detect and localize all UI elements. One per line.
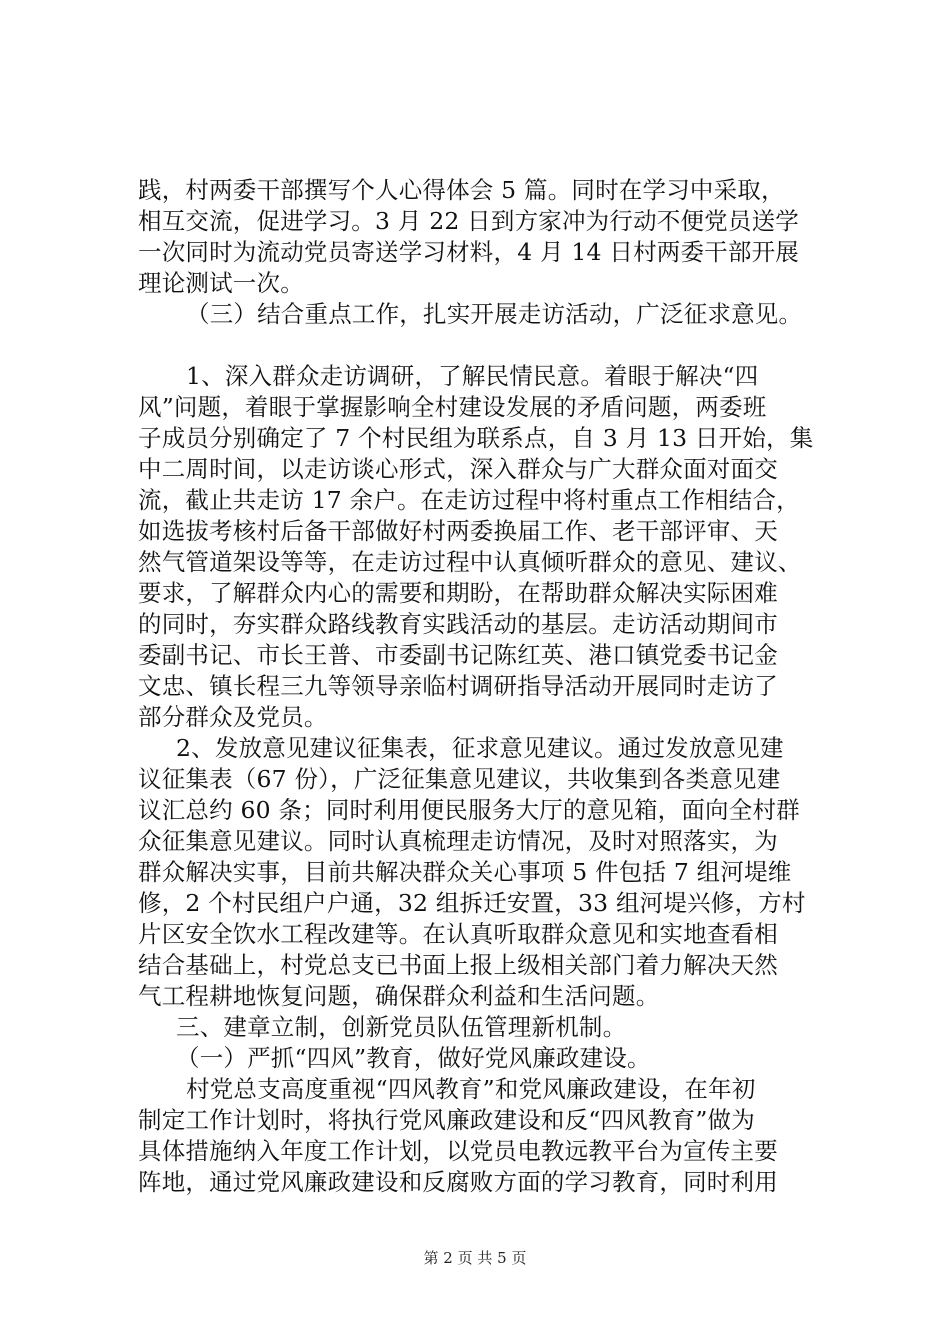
text-line: 委副书记、市长王普、市委副书记陈红英、港口镇党委书记金 bbox=[138, 641, 778, 669]
text-line: 部分群众及党员。 bbox=[138, 703, 328, 731]
text-line: 气工程耕地恢复问题，确保群众利益和生活问题。 bbox=[138, 982, 660, 1010]
text-line: 制定工作计划时，将执行党风廉政建设和反“四风教育”做为 bbox=[138, 1106, 755, 1134]
text-line: 修，2 个村民组户户通，32 组拆迁安置，33 组河堤兴修，方村 bbox=[138, 889, 806, 917]
text-line: 相互交流，促进学习。3 月 22 日到方家冲为行动不便党员送学 bbox=[138, 207, 799, 235]
text-line: 众征集意见建议。同时认真梳理走访情况，及时对照落实，为 bbox=[138, 827, 778, 855]
paragraph-start: 2、发放意见建议征集表，征求意见建议。通过发放意见建 bbox=[176, 734, 784, 762]
text-line: 理论测试一次。 bbox=[138, 269, 304, 297]
page-number-footer: 第 2 页 共 5 页 bbox=[423, 1249, 527, 1267]
text-line: 的同时，夯实群众路线教育实践活动的基层。走访活动期间市 bbox=[138, 610, 778, 638]
paragraph-start: 1、深入群众走访调研，了解民情民意。着眼于解决“四 bbox=[186, 362, 759, 390]
text-line: 文忠、镇长程三九等领导亲临村调研指导活动开展同时走访了 bbox=[138, 672, 778, 700]
text-line: 践，村两委干部撰写个人心得体会 5 篇。同时在学习中采取， bbox=[138, 176, 785, 204]
text-line: 议征集表（67 份），广泛征集意见建议，共收集到各类意见建 bbox=[138, 765, 781, 793]
text-line: 群众解决实事，目前共解决群众关心事项 5 件包括 7 组河堤维 bbox=[138, 858, 792, 886]
subsection-heading: （一）严抓“四风”教育，做好党风廉政建设。 bbox=[176, 1044, 651, 1072]
text-line: 要求，了解群众内心的需要和期盼，在帮助群众解决实际困难 bbox=[138, 579, 778, 607]
text-line: 阵地，通过党风廉政建设和反腐败方面的学习教育，同时利用 bbox=[138, 1168, 778, 1196]
text-line: 然气管道架设等等，在走访过程中认真倾听群众的意见、建议、 bbox=[138, 548, 802, 576]
text-line: 风”问题，着眼于掌握影响全村建设发展的矛盾问题，两委班 bbox=[138, 393, 767, 421]
text-line: 结合基础上，村党总支已书面上报上级相关部门着力解决天然 bbox=[138, 951, 778, 979]
section-heading: （三）结合重点工作，扎实开展走访活动，广泛征求意见。 bbox=[186, 300, 803, 328]
text-line: 子成员分别确定了 7 个村民组为联系点，自 3 月 13 日开始，集 bbox=[138, 424, 814, 452]
section-heading: 三、建章立制，创新党员队伍管理新机制。 bbox=[176, 1013, 627, 1041]
text-line: 片区安全饮水工程改建等。在认真听取群众意见和实地查看相 bbox=[138, 920, 778, 948]
text-line: 具体措施纳入年度工作计划，以党员电教远教平台为宣传主要 bbox=[138, 1137, 778, 1165]
text-line: 一次同时为流动党员寄送学习材料，4 月 14 日村两委干部开展 bbox=[138, 238, 799, 266]
text-line: 议汇总约 60 条；同时利用便民服务大厅的意见箱，面向全村群 bbox=[138, 796, 800, 824]
paragraph-start: 村党总支高度重视“四风教育”和党风廉政建设，在年初 bbox=[186, 1075, 756, 1103]
text-line: 如选拔考核村后备干部做好村两委换届工作、老干部评审、天 bbox=[138, 517, 778, 545]
text-line: 流，截止共走访 17 余户。在走访过程中将村重点工作相结合， bbox=[138, 486, 800, 514]
text-line: 中二周时间，以走访谈心形式，深入群众与广大群众面对面交 bbox=[138, 455, 778, 483]
